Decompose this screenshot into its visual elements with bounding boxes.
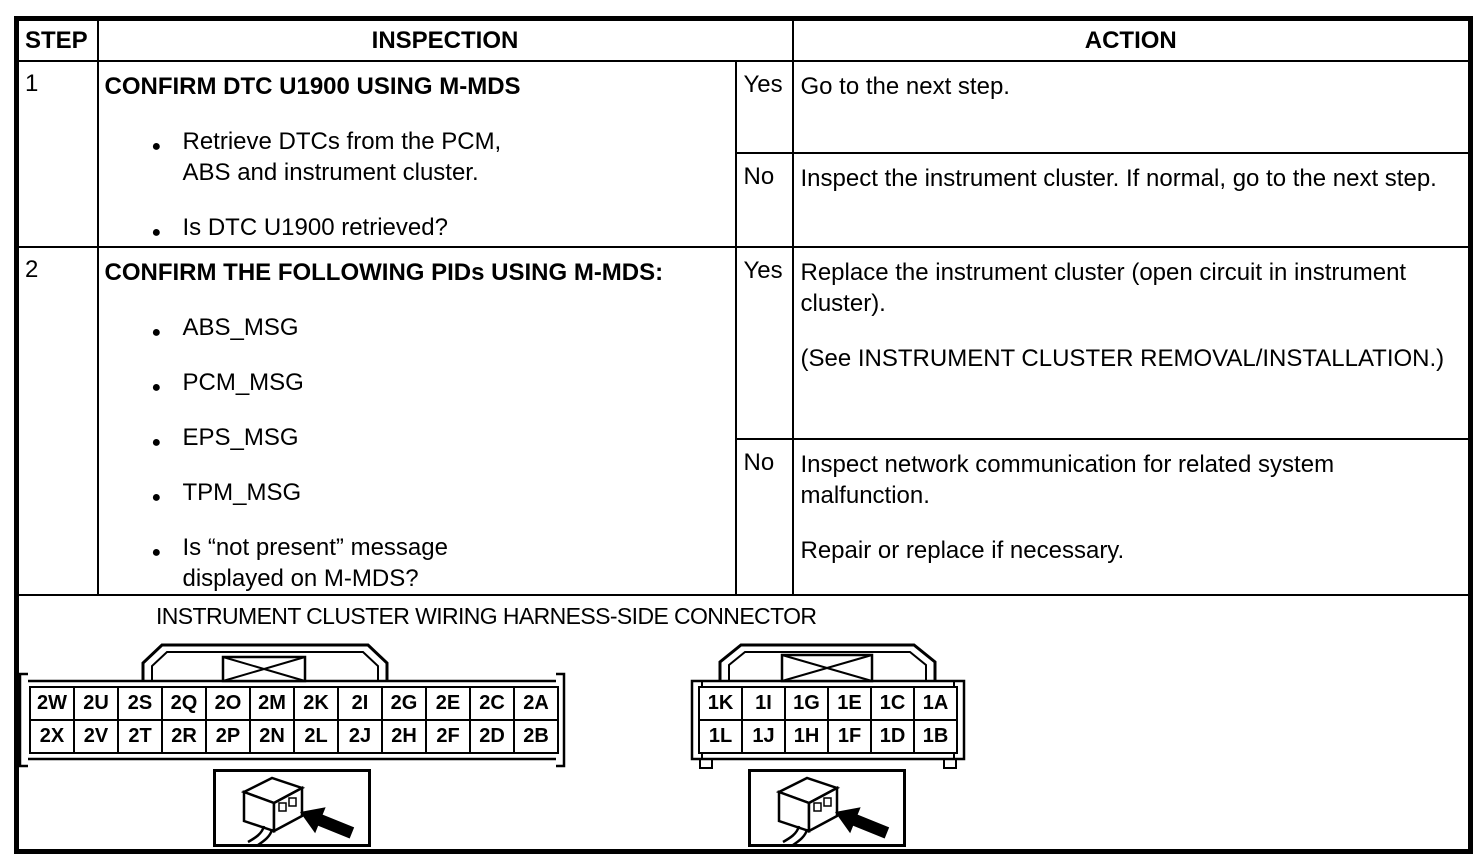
pin-cell: 2J	[337, 719, 383, 754]
pin-cell: 1C	[870, 686, 915, 721]
action-text: Replace the instrument cluster (open circuit in instrument cluster).	[800, 259, 1407, 317]
pin-cell: 2A	[513, 686, 559, 721]
action-text: Inspect the instrument cluster. If normal, go to the next step.	[800, 165, 1437, 192]
yes-label: Yes	[736, 61, 793, 153]
pin-cell: 1B	[913, 719, 958, 754]
inspection-bullet-item: ● Is DTC U1900 retrieved?	[105, 212, 539, 243]
action-text: Go to the next step.	[800, 73, 1010, 100]
pin-row	[698, 719, 958, 754]
pin-cell: 2E	[425, 686, 471, 721]
inspection-cell-step2	[98, 247, 736, 595]
step-number: 1	[17, 61, 98, 247]
connector-view-box	[213, 769, 371, 847]
connector-diagram-section	[17, 595, 1471, 851]
step-number: 2	[17, 247, 98, 595]
pin-cell: 1L	[698, 719, 743, 754]
pin-cell: 2S	[117, 686, 163, 721]
action-cell-yes	[793, 247, 1471, 439]
header-inspection: INSPECTION	[98, 19, 793, 62]
pin-cell: 1J	[741, 719, 786, 754]
action-cell-no	[793, 439, 1471, 595]
pin-cell: 2W	[29, 686, 75, 721]
inspection-bullet-list	[105, 312, 729, 594]
table-row	[17, 595, 1471, 851]
pin-cell: 1H	[784, 719, 829, 754]
action-note: Repair or replace if necessary.	[800, 537, 1125, 565]
pin-cell: 1G	[784, 686, 829, 721]
inspection-bullet-item: ● Retrieve DTCs from the PCM, ABS and instrument cluster.	[105, 126, 539, 188]
yes-label: Yes	[736, 247, 793, 439]
connector-view-icon	[216, 772, 368, 844]
diagram-title: INSTRUMENT CLUSTER WIRING HARNESS-SIDE CONNECTOR	[156, 603, 817, 629]
pin-cell: 2P	[205, 719, 251, 754]
pin-cell: 1K	[698, 686, 743, 721]
no-label: No	[736, 153, 793, 247]
table-header-row	[17, 19, 1471, 62]
connector-1-diagram	[686, 636, 970, 771]
pin-cell: 1E	[827, 686, 872, 721]
pin-cell: 2V	[73, 719, 119, 754]
pin-cell: 2M	[249, 686, 295, 721]
header-action: ACTION	[793, 19, 1471, 62]
inspection-bullet-list	[105, 126, 729, 243]
action-cell-no	[793, 153, 1471, 247]
pin-cell: 2C	[469, 686, 515, 721]
troubleshooting-table	[14, 16, 1473, 854]
pin-cell: 2K	[293, 686, 339, 721]
pin-cell: 2G	[381, 686, 427, 721]
pin-row	[29, 686, 559, 721]
inspection-title: CONFIRM THE FOLLOWING PIDs USING M-MDS:	[104, 259, 664, 286]
connector-1-pin-grid	[698, 686, 958, 754]
inspection-bullet-item: ● PCM_MSG	[105, 367, 539, 398]
table-row	[17, 61, 1471, 153]
pin-row	[29, 719, 559, 754]
pin-cell: 2R	[161, 719, 207, 754]
pin-cell: 1D	[870, 719, 915, 754]
inspection-bullet-item: ● TPM_MSG	[105, 477, 539, 508]
pin-cell: 2U	[73, 686, 119, 721]
pin-cell: 2X	[29, 719, 75, 754]
pin-cell: 2Q	[161, 686, 207, 721]
table-row	[17, 247, 1471, 439]
action-text: Inspect network communication for related system malfunction.	[800, 451, 1335, 510]
connector-view-box	[748, 769, 906, 847]
pin-cell: 1F	[827, 719, 872, 754]
pin-cell: 1I	[741, 686, 786, 721]
no-label: No	[736, 439, 793, 595]
pin-row	[698, 686, 958, 721]
pin-cell: 2O	[205, 686, 251, 721]
inspection-bullet-item: ● EPS_MSG	[105, 422, 539, 453]
action-note: (See INSTRUMENT CLUSTER REMOVAL/INSTALLATION.)	[800, 345, 1445, 372]
inspection-cell-step1	[98, 61, 736, 247]
pin-cell: 2L	[293, 719, 339, 754]
header-step: STEP	[17, 19, 98, 62]
pin-cell: 2F	[425, 719, 471, 754]
inspection-title: CONFIRM DTC U1900 USING M-MDS	[104, 73, 521, 100]
connector-2-pin-grid	[29, 686, 559, 754]
pin-cell: 2T	[117, 719, 163, 754]
action-cell-yes	[793, 61, 1471, 153]
connector-2-diagram	[16, 636, 568, 771]
pin-cell: 1A	[913, 686, 958, 721]
pin-cell: 2I	[337, 686, 383, 721]
pin-cell: 2B	[513, 719, 559, 754]
inspection-bullet-item: ● ABS_MSG	[105, 312, 539, 343]
pin-cell: 2D	[469, 719, 515, 754]
inspection-bullet-item: ● Is “not present” message displayed on M-MDS?	[105, 532, 539, 594]
pin-cell: 2H	[381, 719, 427, 754]
pin-cell: 2N	[249, 719, 295, 754]
connector-view-icon	[751, 772, 903, 844]
